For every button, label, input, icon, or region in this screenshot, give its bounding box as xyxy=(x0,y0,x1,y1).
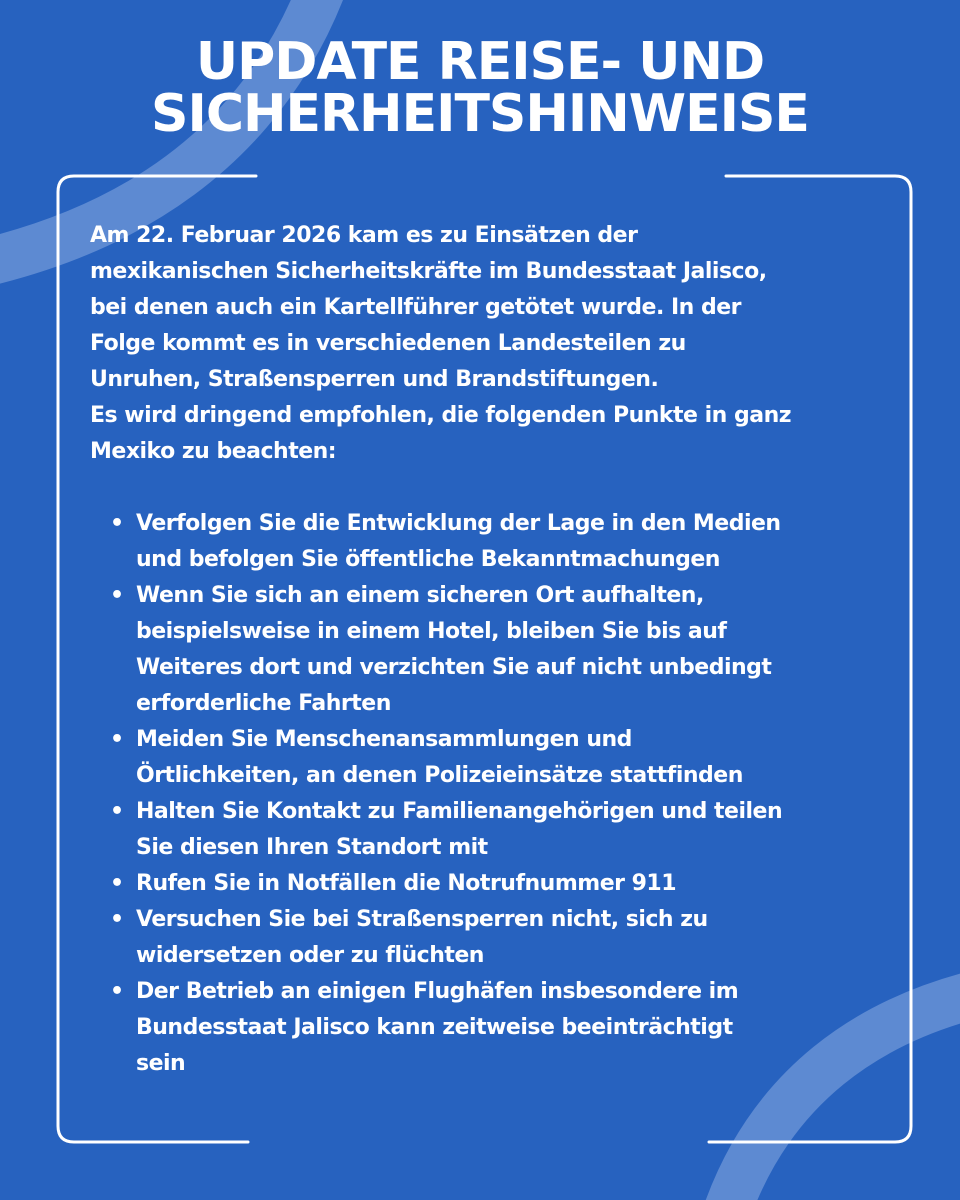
list-item-line: Weiteres dort und verzichten Sie auf nicht unbedingt xyxy=(136,655,772,680)
recommendation-list xyxy=(90,506,880,1082)
list-item-line: Der Betrieb an einigen Flughäfen insbesondere im xyxy=(136,979,739,1004)
intro-line: mexikanischen Sicherheitskräfte im Bundesstaat Jalisco, xyxy=(90,259,767,284)
list-item-line: Wenn Sie sich an einem sicheren Ort aufhalten, xyxy=(136,583,704,608)
bullet-icon: • xyxy=(110,979,124,1004)
list-item xyxy=(90,866,880,902)
bullet-icon: • xyxy=(110,583,124,608)
list-item-line: Halten Sie Kontakt zu Familienangehörigen und teilen xyxy=(136,799,783,824)
intro-line: Am 22. Februar 2026 kam es zu Einsätzen der xyxy=(90,223,638,248)
intro-line: Es wird dringend empfohlen, die folgenden Punkte in ganz xyxy=(90,403,792,428)
list-item-line: Verfolgen Sie die Entwicklung der Lage in den Medien xyxy=(136,511,781,536)
list-item-line: widersetzen oder zu flüchten xyxy=(136,943,484,968)
list-item xyxy=(90,578,880,722)
bullet-icon: • xyxy=(110,727,124,752)
notice-content xyxy=(90,218,880,1082)
list-item xyxy=(90,722,880,794)
bullet-icon: • xyxy=(110,907,124,932)
title-line-1: UPDATE REISE- UND xyxy=(195,32,765,92)
intro-line: bei denen auch ein Kartellführer getötet wurde. In der xyxy=(90,295,741,320)
intro-line: Folge kommt es in verschiedenen Landesteilen zu xyxy=(90,331,686,356)
bullet-icon: • xyxy=(110,799,124,824)
page-title xyxy=(0,32,960,144)
bullet-icon: • xyxy=(110,511,124,536)
intro-paragraph xyxy=(90,218,880,470)
list-item-line: beispielsweise in einem Hotel, bleiben Sie bis auf xyxy=(136,619,727,644)
list-item-line: Bundesstaat Jalisco kann zeitweise beeinträchtigt xyxy=(136,1015,733,1040)
list-item-line: Meiden Sie Menschenansammlungen und xyxy=(136,727,632,752)
list-item xyxy=(90,902,880,974)
intro-line: Unruhen, Straßensperren und Brandstiftungen. xyxy=(90,367,659,392)
list-item-line: Rufen Sie in Notfällen die Notrufnummer 911 xyxy=(136,871,677,896)
list-item-line: und befolgen Sie öffentliche Bekanntmachungen xyxy=(136,547,720,572)
intro-line: Mexiko zu beachten: xyxy=(90,439,337,464)
list-item-line: Sie diesen Ihren Standort mit xyxy=(136,835,488,860)
list-item-line: sein xyxy=(136,1051,186,1076)
list-item-line: Örtlichkeiten, an denen Polizeieinsätze stattfinden xyxy=(136,763,743,788)
spacer xyxy=(90,470,880,506)
list-item xyxy=(90,794,880,866)
list-item-line: Versuchen Sie bei Straßensperren nicht, sich zu xyxy=(136,907,708,932)
bullet-icon: • xyxy=(110,871,124,896)
list-item-line: erforderliche Fahrten xyxy=(136,691,391,716)
title-line-2: SICHERHEITSHINWEISE xyxy=(151,84,809,144)
list-item xyxy=(90,974,880,1082)
list-item xyxy=(90,506,880,578)
